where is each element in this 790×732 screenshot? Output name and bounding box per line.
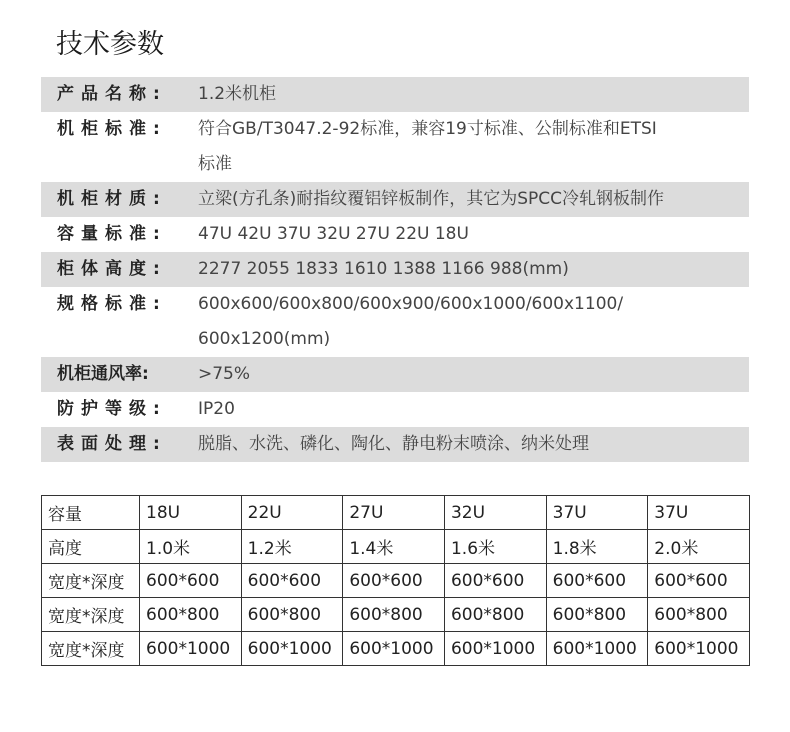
table-cell: 600*1000 [241, 632, 343, 666]
spec-label: 防护等级: [57, 399, 167, 419]
table-row [42, 564, 750, 598]
spec-value [198, 182, 749, 217]
spec-label: 机柜标准: [57, 119, 167, 139]
spec-value-line: 标准 [198, 154, 232, 174]
spec-list [41, 77, 749, 462]
spec-value-line: 符合GB/T3047.2-92标准，兼容19寸标准、公制标准和ETSI [198, 119, 657, 139]
table-cell: 600*600 [140, 564, 242, 598]
spec-row-dimensions [41, 287, 749, 357]
table-cell: 37U [546, 496, 648, 530]
spec-value-line: 600x1200(mm) [198, 329, 331, 349]
table-cell: 27U [343, 496, 445, 530]
table-cell: 600*1000 [343, 632, 445, 666]
spec-row-height [41, 252, 749, 287]
table-cell: 600*600 [444, 564, 546, 598]
table-cell: 600*1000 [648, 632, 750, 666]
spec-row-surface [41, 427, 749, 462]
spec-value-line: >75% [198, 364, 251, 384]
table-cell: 宽度*深度 [42, 564, 140, 598]
table-cell: 2.0米 [648, 530, 750, 564]
table-cell: 600*800 [343, 598, 445, 632]
spec-label: 规格标准: [57, 294, 167, 314]
table-cell: 宽度*深度 [42, 598, 140, 632]
table-cell: 600*800 [648, 598, 750, 632]
spec-value [198, 217, 749, 252]
table-cell: 37U [648, 496, 750, 530]
table-row [42, 632, 750, 666]
page-title: 技术参数 [56, 29, 164, 60]
spec-label: 机柜通风率: [57, 364, 149, 384]
spec-row-capacity [41, 217, 749, 252]
table-row [42, 598, 750, 632]
table-cell: 1.8米 [546, 530, 648, 564]
spec-value [198, 112, 749, 182]
table-cell: 600*1000 [444, 632, 546, 666]
table-cell: 600*800 [140, 598, 242, 632]
spec-label: 表面处理: [57, 434, 167, 454]
spec-value [198, 427, 749, 462]
spec-label: 柜体高度: [57, 259, 167, 279]
spec-row-product-name [41, 77, 749, 112]
spec-row-material [41, 182, 749, 217]
spec-value-line: 立梁(方孔条)耐指纹覆铝锌板制作，其它为SPCC冷轧钢板制作 [198, 189, 665, 209]
spec-value-line: 脱脂、水洗、磷化、陶化、静电粉末喷涂、纳米处理 [198, 434, 589, 454]
table-cell: 32U [444, 496, 546, 530]
table-cell: 600*600 [343, 564, 445, 598]
table-row [42, 496, 750, 530]
table-cell: 600*600 [546, 564, 648, 598]
table-cell: 1.6米 [444, 530, 546, 564]
table-cell: 1.2米 [241, 530, 343, 564]
table-cell: 18U [140, 496, 242, 530]
spec-value [198, 357, 749, 392]
spec-value-line: 600x600/600x800/600x900/600x1000/600x1100/ [198, 294, 624, 314]
table-row [42, 530, 750, 564]
spec-value-line: 1.2米机柜 [198, 84, 277, 104]
spec-value [198, 252, 749, 287]
spec-value [198, 77, 749, 112]
spec-value-line: IP20 [198, 399, 235, 419]
spec-row-protection [41, 392, 749, 427]
spec-table [41, 495, 750, 666]
table-cell: 600*800 [241, 598, 343, 632]
table-cell: 1.4米 [343, 530, 445, 564]
spec-row-ventilation [41, 357, 749, 392]
spec-value [198, 392, 749, 427]
table-cell: 22U [241, 496, 343, 530]
table-cell: 600*1000 [546, 632, 648, 666]
table-cell: 容量 [42, 496, 140, 530]
spec-value-line: 2277 2055 1833 1610 1388 1166 988(mm) [198, 259, 569, 279]
spec-label: 容量标准: [57, 224, 167, 244]
table-cell: 宽度*深度 [42, 632, 140, 666]
spec-value [198, 287, 749, 357]
table-cell: 600*600 [241, 564, 343, 598]
table-cell: 600*600 [648, 564, 750, 598]
table-cell: 600*800 [546, 598, 648, 632]
table-cell: 600*800 [444, 598, 546, 632]
table-cell: 1.0米 [140, 530, 242, 564]
spec-value-line: 47U 42U 37U 32U 27U 22U 18U [198, 224, 469, 244]
spec-label: 产品名称: [57, 84, 167, 104]
spec-label: 机柜材质: [57, 189, 167, 209]
table-cell: 600*1000 [140, 632, 242, 666]
spec-row-cabinet-standard [41, 112, 749, 182]
table-cell: 高度 [42, 530, 140, 564]
